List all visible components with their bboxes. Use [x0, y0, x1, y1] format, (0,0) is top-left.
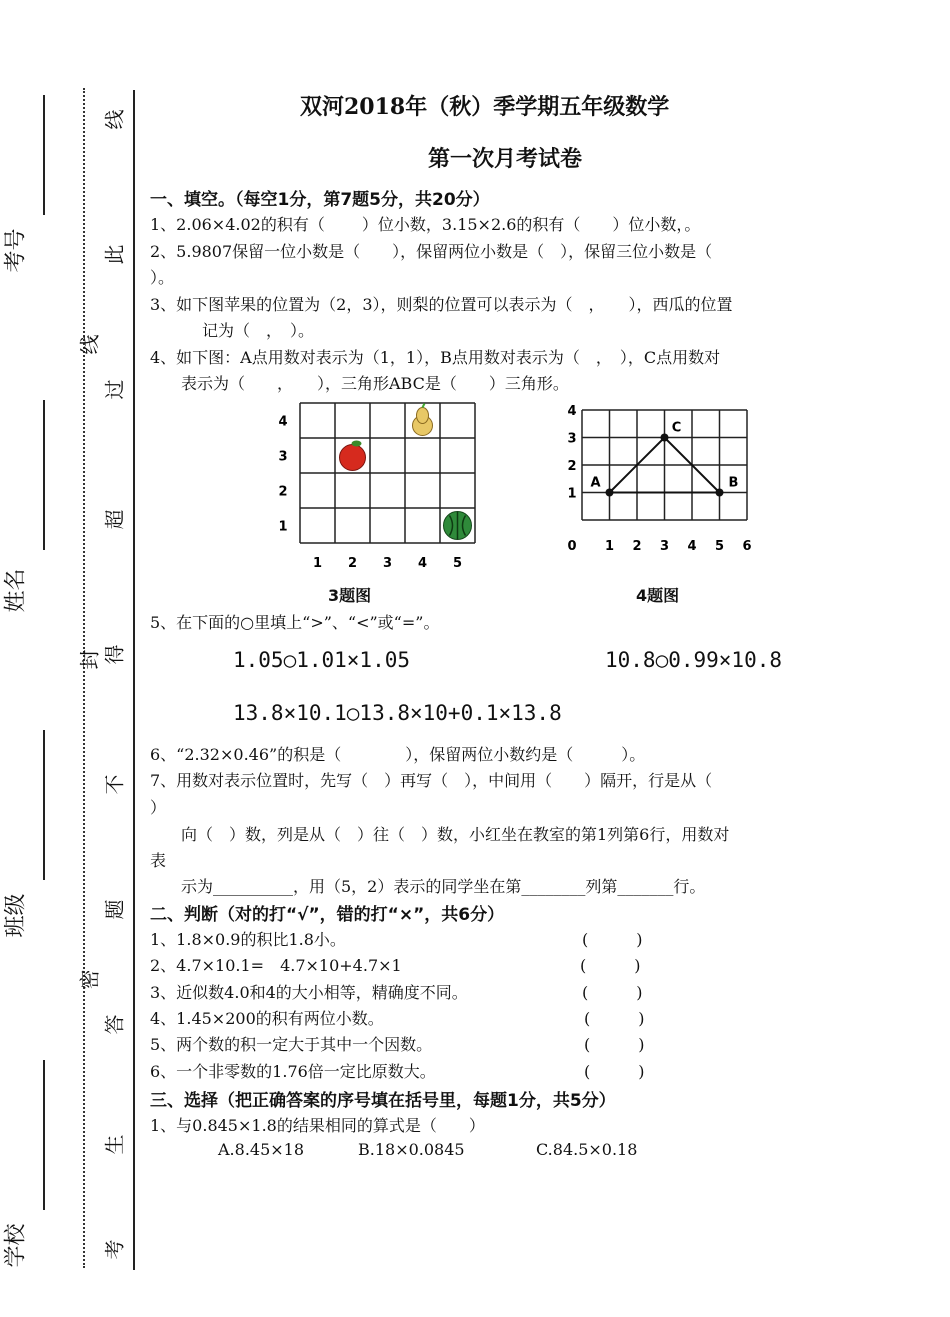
section1-heading: 一、填空。（每空1分，第7题5分，共20分）: [150, 190, 490, 210]
question-3: 3、如下图苹果的位置为（2，3），则梨的位置可以表示为（ ， ），西瓜的位置: [150, 295, 733, 314]
y-tick-labels: [278, 415, 287, 535]
point-a: [606, 489, 614, 497]
apple-icon: [340, 441, 366, 471]
field-exam-number: 考号: [3, 228, 29, 273]
field-line: [43, 400, 45, 550]
judgement-item: 3、近似数4.0和4的大小相等，精确度不同。: [150, 982, 468, 1002]
x-tick-label: 3: [382, 556, 393, 571]
answer-bracket[interactable]: ( ): [584, 1008, 645, 1028]
question-1: 1、2.06×4.02的积有（ ）位小数，3.15×2.6的积有（ ）位小数，。: [150, 215, 701, 234]
choice-question-1: 1、与0.845×1.8的结果相同的算式是（ ）: [150, 1116, 485, 1135]
x-tick-labels: [567, 539, 751, 553]
option-a: A.8.45×18: [218, 1140, 305, 1159]
question-4-cont: 表示为（ ， ），三角形ABC是（ ）三角形。: [181, 374, 569, 393]
compare-expr-1: 1.05○1.01×1.05: [233, 648, 411, 672]
x-tick-label: 2: [632, 539, 642, 553]
y-tick-label: 4: [278, 414, 288, 430]
question-7-cont: ）: [150, 798, 167, 817]
section3-heading: 三、选择（把正确答案的序号填在括号里，每题1分，共5分）: [150, 1091, 616, 1111]
x-tick-label: 5: [714, 539, 725, 553]
compare-expr-3: 13.8×10.1○13.8×10+0.1×13.8: [233, 701, 562, 725]
y-tick-label: 3: [567, 431, 577, 447]
x-tick-label: 4: [687, 539, 697, 553]
page-subtitle: 第一次月考试卷: [428, 146, 583, 172]
compare-expr-2: 10.8○0.99×10.8: [605, 648, 783, 672]
warning-char: 题: [102, 899, 127, 920]
warning-char: 答: [102, 1014, 127, 1035]
point-c: [661, 434, 669, 442]
x-tick-label: 2: [347, 556, 358, 571]
warning-char: 考: [102, 1239, 127, 1260]
figure-4-caption: 4题图: [636, 586, 680, 605]
option-c: C.84.5×0.18: [536, 1140, 638, 1159]
x-tick-label: 1: [312, 556, 323, 571]
warning-char: 不: [102, 774, 127, 795]
binding-line-dotted: [83, 88, 85, 1268]
point-label: B: [728, 475, 739, 491]
answer-bracket[interactable]: ( ): [584, 1035, 645, 1055]
warning-char: 得: [102, 644, 127, 665]
question-3-cont: 记为（ ， ）。: [202, 321, 315, 340]
answer-bracket[interactable]: ( ): [582, 930, 643, 949]
judgement-item: 1、1.8×0.9的积比1.8小。: [150, 930, 346, 949]
warning-char: 此: [102, 244, 127, 265]
x-tick-label: 4: [417, 556, 428, 571]
question-6: 6、“2.32×0.46”的积是（ ），保留两位小数约是（ ）。: [150, 745, 646, 764]
x-tick-label: 5: [452, 556, 463, 571]
question-2: 2、5.9807保留一位小数是（ ），保留两位小数是（ ），保留三位小数是（: [150, 242, 713, 261]
y-tick-label: 1: [567, 486, 577, 502]
answer-bracket[interactable]: ( ): [584, 1061, 645, 1081]
binding-line-outer: [133, 90, 135, 1270]
option-b: B.18×0.0845: [358, 1140, 465, 1159]
y-tick-label: 4: [567, 404, 577, 419]
answer-bracket[interactable]: ( ): [580, 956, 641, 976]
question-4: 4、如下图：A点用数对表示为（1，1），B点用数对表示为（ ， ），C点用数对: [150, 348, 721, 367]
section2-heading: 二、判断（对的打“√”，错的打“×”，共6分）: [150, 905, 505, 925]
warning-char: 线: [102, 109, 127, 130]
point-b: [716, 489, 724, 497]
judgement-item: 5、两个数的积一定大于其中一个因数。: [150, 1035, 433, 1055]
x-tick-labels: [313, 556, 462, 571]
y-tick-label: 2: [567, 459, 577, 474]
warning-char: 过: [102, 379, 127, 400]
page-title: 双河2018年（秋）季学期五年级数学: [300, 94, 670, 120]
answer-bracket[interactable]: ( ): [582, 982, 643, 1002]
pear-icon: [413, 404, 433, 436]
field-line: [43, 1060, 45, 1210]
figure-3-grid: [270, 398, 490, 573]
x-tick-label: 0: [567, 539, 577, 553]
question-7: 7、用数对表示位置时，先写（ ）再写（ ），中间用（ ）隔开，行是从（: [150, 771, 713, 790]
warning-char: 封: [77, 649, 102, 670]
field-name: 姓名: [3, 568, 29, 613]
field-line: [43, 730, 45, 880]
x-tick-label: 6: [742, 539, 752, 553]
question-2-cont: ）。: [150, 268, 175, 287]
y-tick-label: 1: [278, 519, 288, 535]
y-tick-labels: [567, 404, 576, 502]
question-5: 5、在下面的○里填上“>”、“<”或“=”。: [150, 613, 440, 632]
figure-3-caption: 3题图: [328, 586, 372, 605]
x-tick-label: 1: [604, 539, 615, 553]
warning-char: 线: [77, 334, 102, 355]
question-7-line3: 示为__________，用（5，2）表示的同学坐在第________列第_______行。: [181, 877, 706, 896]
figure-4-chart: [560, 398, 760, 553]
y-tick-label: 3: [278, 449, 288, 465]
point-label: C: [671, 420, 682, 436]
warning-char: 超: [102, 509, 127, 530]
judgement-item: 4、1.45×200的积有两位小数。: [150, 1008, 384, 1028]
question-7-line2: 向（ ）数，列是从（ ）往（ ）数，小红坐在教室的第1列第6行，用数对: [181, 825, 730, 844]
watermelon-icon: [444, 512, 472, 540]
warning-char: 生: [102, 1134, 127, 1155]
field-class: 班级: [3, 893, 29, 938]
field-line: [43, 95, 45, 215]
grid-lines: [582, 410, 747, 520]
warning-char: 密: [77, 969, 102, 990]
judgement-item: 2、4.7×10.1= 4.7×10+4.7×1: [150, 956, 402, 976]
question-7-line2b: 表: [150, 851, 167, 870]
judgement-item: 6、一个非零数的1.76倍一定比原数大。: [150, 1061, 436, 1081]
field-school: 学校: [3, 1223, 29, 1268]
x-tick-label: 3: [659, 539, 670, 553]
y-tick-label: 2: [278, 484, 288, 500]
point-label: A: [590, 475, 601, 491]
